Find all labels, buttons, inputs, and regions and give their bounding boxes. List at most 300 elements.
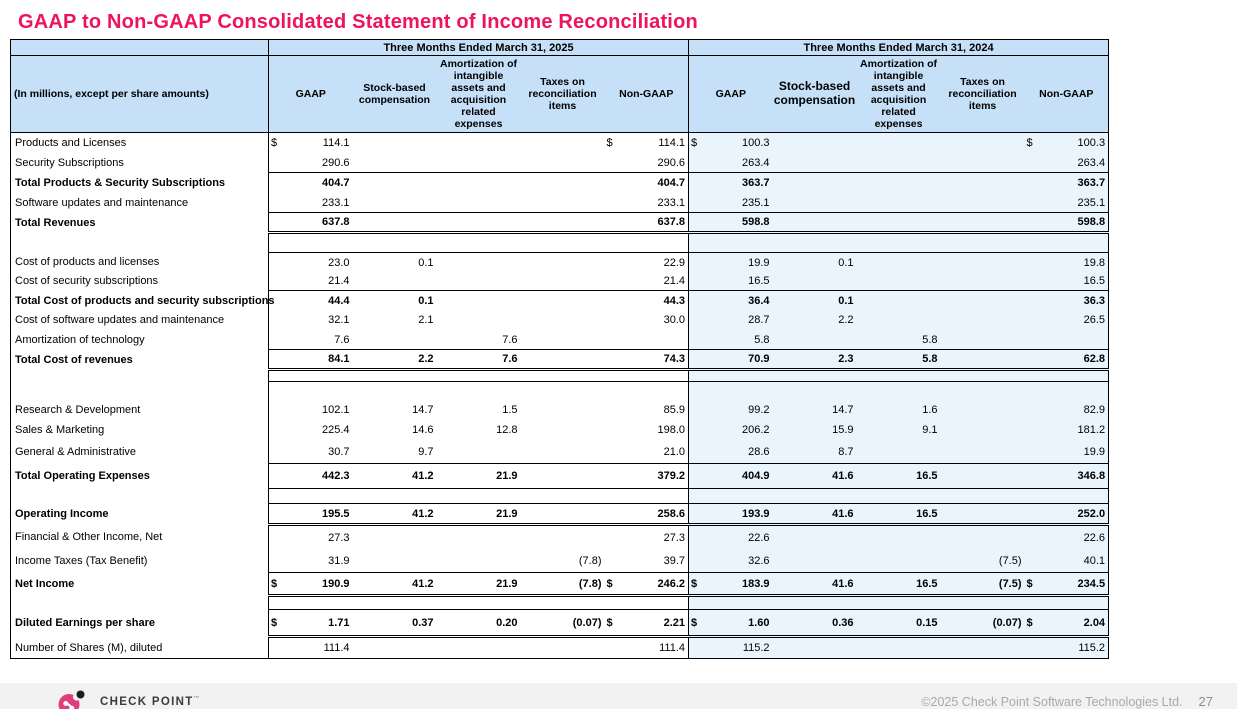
- table-row: [11, 253, 1109, 272]
- cell-value: 379.2: [657, 470, 686, 483]
- value-cell: [941, 370, 1025, 382]
- spacer-row: [11, 382, 1109, 400]
- cell-value: 23.0: [328, 256, 350, 269]
- value-cell: [941, 133, 1025, 153]
- page-number: 27: [1198, 694, 1213, 709]
- table-row: [11, 173, 1109, 193]
- value-cell: [269, 153, 353, 173]
- cell-value: 234.5: [1077, 577, 1106, 590]
- cell-value: 0.36: [832, 616, 854, 629]
- value-cell: [605, 596, 689, 610]
- value-cell: [437, 596, 521, 610]
- value-cell: [773, 420, 857, 440]
- row-label: Software updates and maintenance: [11, 193, 269, 213]
- value-cell: [773, 504, 857, 525]
- cell-value: 21.4: [663, 275, 686, 288]
- value-cell: [941, 489, 1025, 504]
- value-cell: [353, 637, 437, 659]
- cell-value: 41.2: [412, 577, 434, 590]
- value-cell: [521, 350, 605, 370]
- value-cell: [437, 573, 521, 596]
- value-cell: [605, 637, 689, 659]
- period-header-2025: Three Months Ended March 31, 2025: [269, 40, 689, 56]
- dollar-sign: $: [606, 577, 613, 590]
- cell-value: (7.8): [578, 554, 602, 567]
- value-cell: [605, 420, 689, 440]
- column-header-stock-based-compensation: Stock-based compensation: [773, 56, 857, 133]
- row-label: Financial & Other Income, Net: [11, 525, 269, 549]
- cell-value: 181.2: [1077, 423, 1106, 436]
- value-cell: [605, 504, 689, 525]
- value-cell: [269, 382, 353, 400]
- value-cell: [941, 330, 1025, 350]
- value-cell: [1025, 253, 1109, 272]
- cell-value: 99.2: [748, 403, 770, 416]
- value-cell: [773, 596, 857, 610]
- cell-value: 193.9: [742, 507, 770, 520]
- value-cell: [773, 370, 857, 382]
- value-cell: [773, 193, 857, 213]
- value-cell: [857, 504, 941, 525]
- row-label: Net Income: [11, 573, 269, 596]
- value-cell: [353, 489, 437, 504]
- value-cell: [269, 549, 353, 573]
- value-cell: [521, 596, 605, 610]
- cell-value: (0.07): [572, 616, 602, 629]
- value-cell: [941, 573, 1025, 596]
- value-cell: [605, 193, 689, 213]
- value-cell: [689, 489, 773, 504]
- value-cell: [941, 596, 1025, 610]
- cell-value: 74.3: [663, 353, 686, 366]
- value-cell: [353, 573, 437, 596]
- cell-value: 28.6: [748, 445, 770, 458]
- spacer-row: [11, 489, 1109, 504]
- dollar-sign: $: [1026, 137, 1033, 150]
- value-cell: [1025, 350, 1109, 370]
- cell-value: 0.20: [496, 616, 518, 629]
- value-cell: [857, 133, 941, 153]
- cell-value: 0.37: [412, 616, 434, 629]
- value-cell: [269, 350, 353, 370]
- value-cell: [773, 153, 857, 173]
- value-cell: [689, 420, 773, 440]
- value-cell: [1025, 573, 1109, 596]
- value-cell: [773, 253, 857, 272]
- cell-value: 7.6: [502, 353, 518, 366]
- cell-value: 2.2: [418, 353, 434, 366]
- value-cell: [857, 193, 941, 213]
- value-cell: [689, 272, 773, 291]
- cell-value: 235.1: [1077, 196, 1106, 209]
- corner-blank-cell: [11, 40, 269, 56]
- value-cell: [353, 370, 437, 382]
- value-cell: [605, 330, 689, 350]
- value-cell: [437, 311, 521, 330]
- value-cell: [269, 610, 353, 637]
- value-cell: [437, 173, 521, 193]
- table-row: [11, 610, 1109, 637]
- value-cell: [857, 596, 941, 610]
- value-cell: [941, 504, 1025, 525]
- value-cell: [605, 440, 689, 464]
- value-cell: [689, 370, 773, 382]
- value-cell: [437, 504, 521, 525]
- value-cell: [353, 464, 437, 489]
- table-row: [11, 272, 1109, 291]
- cell-value: 225.4: [321, 423, 350, 436]
- value-cell: [773, 330, 857, 350]
- value-cell: [269, 525, 353, 549]
- value-cell: [605, 549, 689, 573]
- value-cell: [689, 173, 773, 193]
- value-cell: [689, 291, 773, 311]
- value-cell: [269, 173, 353, 193]
- value-cell: [269, 272, 353, 291]
- value-cell: [605, 350, 689, 370]
- table-row: [11, 637, 1109, 659]
- cell-value: 39.7: [663, 554, 686, 567]
- cell-value: 114.1: [322, 137, 350, 150]
- value-cell: [857, 489, 941, 504]
- value-cell: [521, 549, 605, 573]
- cell-value: 7.6: [334, 333, 350, 346]
- value-cell: [521, 489, 605, 504]
- dollar-sign: $: [1026, 577, 1033, 590]
- cell-value: 346.8: [1077, 470, 1106, 483]
- cell-value: 2.04: [1083, 616, 1106, 629]
- value-cell: [521, 440, 605, 464]
- cell-value: 85.9: [663, 403, 686, 416]
- cell-value: 442.3: [321, 470, 350, 483]
- value-cell: [353, 400, 437, 420]
- value-cell: [941, 400, 1025, 420]
- value-cell: [773, 213, 857, 233]
- cell-value: 41.6: [832, 577, 854, 590]
- cell-value: (0.07): [992, 616, 1022, 629]
- value-cell: [1025, 549, 1109, 573]
- value-cell: [437, 253, 521, 272]
- value-cell: [521, 193, 605, 213]
- cell-value: 41.2: [412, 470, 434, 483]
- table-row: [11, 350, 1109, 370]
- value-cell: [269, 193, 353, 213]
- cell-value: 263.4: [742, 156, 770, 169]
- value-cell: [521, 272, 605, 291]
- cell-value: 14.6: [412, 423, 434, 436]
- cell-value: 233.1: [657, 196, 686, 209]
- table-row: [11, 213, 1109, 233]
- cell-value: 111.4: [323, 642, 350, 655]
- value-cell: [437, 525, 521, 549]
- value-cell: [689, 133, 773, 153]
- value-cell: [605, 233, 689, 253]
- value-cell: [353, 213, 437, 233]
- dollar-sign: $: [1026, 616, 1033, 629]
- value-cell: [689, 504, 773, 525]
- value-cell: [269, 504, 353, 525]
- row-label: [11, 489, 269, 504]
- row-label: Cost of security subscriptions: [11, 272, 269, 291]
- cell-value: 0.1: [838, 295, 854, 308]
- cell-value: 26.5: [1083, 314, 1106, 327]
- cell-value: 290.6: [657, 156, 686, 169]
- cell-value: 5.8: [922, 353, 938, 366]
- value-cell: [1025, 311, 1109, 330]
- value-cell: [269, 596, 353, 610]
- cell-value: 598.8: [742, 216, 770, 229]
- row-label: Cost of products and licenses: [11, 253, 269, 272]
- value-cell: [689, 525, 773, 549]
- table-row: [11, 440, 1109, 464]
- value-cell: [605, 291, 689, 311]
- value-cell: [353, 173, 437, 193]
- value-cell: [605, 525, 689, 549]
- value-cell: [941, 350, 1025, 370]
- value-cell: [521, 464, 605, 489]
- value-cell: [521, 382, 605, 400]
- cell-value: 252.0: [1077, 507, 1106, 520]
- value-cell: [269, 420, 353, 440]
- table-row: [11, 525, 1109, 549]
- period-header-row: [11, 40, 1109, 56]
- value-cell: [857, 637, 941, 659]
- value-cell: [773, 573, 857, 596]
- value-cell: [1025, 610, 1109, 637]
- value-cell: [857, 549, 941, 573]
- value-cell: [857, 610, 941, 637]
- value-cell: [773, 464, 857, 489]
- value-cell: [857, 213, 941, 233]
- cell-value: 22.6: [748, 531, 770, 544]
- value-cell: [269, 330, 353, 350]
- value-cell: [353, 350, 437, 370]
- row-label: [11, 370, 269, 382]
- cell-value: 404.9: [742, 470, 770, 483]
- dollar-sign: $: [691, 616, 698, 629]
- value-cell: [1025, 213, 1109, 233]
- cell-value: 198.0: [657, 423, 686, 436]
- value-cell: [773, 272, 857, 291]
- cell-value: 0.1: [418, 256, 434, 269]
- cell-value: 235.1: [742, 196, 770, 209]
- value-cell: [773, 610, 857, 637]
- cell-value: 70.9: [748, 353, 770, 366]
- value-cell: [689, 400, 773, 420]
- cell-value: 30.0: [663, 314, 686, 327]
- cell-value: 100.3: [742, 137, 770, 150]
- cell-value: (7.8): [578, 577, 602, 590]
- value-cell: [437, 382, 521, 400]
- cell-value: 9.7: [418, 445, 434, 458]
- value-cell: [1025, 233, 1109, 253]
- value-cell: [437, 400, 521, 420]
- cell-value: 100.3: [1077, 137, 1106, 150]
- value-cell: [773, 382, 857, 400]
- cell-value: 233.1: [321, 196, 350, 209]
- value-cell: [269, 489, 353, 504]
- value-cell: [521, 637, 605, 659]
- cell-value: 0.1: [838, 256, 854, 269]
- cell-value: 637.8: [657, 216, 686, 229]
- value-cell: [353, 525, 437, 549]
- value-cell: [605, 133, 689, 153]
- value-cell: [269, 291, 353, 311]
- column-header-stock-based-compensation: Stock-based compensation: [353, 56, 437, 133]
- cell-value: 246.2: [657, 577, 686, 590]
- cell-value: 16.5: [916, 577, 938, 590]
- value-cell: [605, 213, 689, 233]
- value-cell: [1025, 440, 1109, 464]
- value-cell: [689, 464, 773, 489]
- value-cell: [941, 549, 1025, 573]
- value-cell: [857, 173, 941, 193]
- value-cell: [689, 330, 773, 350]
- row-label: Total Products & Security Subscriptions: [11, 173, 269, 193]
- value-cell: [437, 637, 521, 659]
- value-cell: [353, 440, 437, 464]
- value-cell: [521, 420, 605, 440]
- cell-value: 102.1: [321, 403, 350, 416]
- cell-value: 363.7: [742, 177, 770, 190]
- period-header-2024: Three Months Ended March 31, 2024: [689, 40, 1109, 56]
- cell-value: 9.1: [922, 423, 938, 436]
- value-cell: [605, 311, 689, 330]
- value-cell: [521, 504, 605, 525]
- row-label: [11, 382, 269, 400]
- value-cell: [353, 382, 437, 400]
- logo-wordmark: CHECK POINT™: [100, 695, 201, 708]
- corner-units-label: (In millions, except per share amounts): [11, 56, 269, 133]
- value-cell: [941, 420, 1025, 440]
- value-cell: [437, 440, 521, 464]
- spacer-row: [11, 596, 1109, 610]
- cell-value: 21.4: [328, 275, 350, 288]
- value-cell: [269, 133, 353, 153]
- value-cell: [773, 440, 857, 464]
- value-cell: [353, 253, 437, 272]
- cell-value: 404.7: [657, 177, 686, 190]
- table-row: [11, 464, 1109, 489]
- value-cell: [941, 233, 1025, 253]
- value-cell: [773, 400, 857, 420]
- value-cell: [1025, 382, 1109, 400]
- value-cell: [857, 350, 941, 370]
- row-label: Products and Licenses: [11, 133, 269, 153]
- page-title: GAAP to Non-GAAP Consolidated Statement of Income Reconciliation: [18, 11, 698, 33]
- value-cell: [437, 272, 521, 291]
- cell-value: 114.1: [658, 137, 686, 150]
- value-cell: [857, 464, 941, 489]
- cell-value: 31.9: [328, 554, 350, 567]
- dollar-sign: $: [691, 137, 698, 150]
- value-cell: [353, 233, 437, 253]
- value-cell: [1025, 637, 1109, 659]
- value-cell: [941, 525, 1025, 549]
- value-cell: [269, 573, 353, 596]
- cell-value: 1.71: [328, 616, 350, 629]
- row-label: Research & Development: [11, 400, 269, 420]
- cell-value: 27.3: [663, 531, 686, 544]
- cell-value: 183.9: [742, 577, 770, 590]
- cell-value: 16.5: [916, 507, 938, 520]
- cell-value: 84.1: [328, 353, 350, 366]
- value-cell: [689, 573, 773, 596]
- cell-value: 5.8: [754, 333, 770, 346]
- row-label: General & Administrative: [11, 440, 269, 464]
- value-cell: [605, 573, 689, 596]
- value-cell: [689, 382, 773, 400]
- cell-value: 115.2: [1078, 642, 1106, 655]
- cell-value: 62.8: [1083, 353, 1106, 366]
- copyright-text: ©2025 Check Point Software Technologies Ltd.: [921, 694, 1183, 709]
- cell-value: 598.8: [1077, 216, 1106, 229]
- row-label: Income Taxes (Tax Benefit): [11, 549, 269, 573]
- value-cell: [1025, 370, 1109, 382]
- value-cell: [521, 400, 605, 420]
- cell-value: 12.8: [496, 423, 518, 436]
- value-cell: [605, 382, 689, 400]
- cell-value: 190.9: [321, 577, 350, 590]
- value-cell: [857, 370, 941, 382]
- row-label: Security Subscriptions: [11, 153, 269, 173]
- value-cell: [521, 610, 605, 637]
- row-label: Sales & Marketing: [11, 420, 269, 440]
- value-cell: [521, 291, 605, 311]
- cell-value: 15.9: [832, 423, 854, 436]
- reconciliation-table: [10, 39, 1109, 659]
- trademark-symbol: ™: [193, 695, 201, 702]
- row-label: Total Revenues: [11, 213, 269, 233]
- cell-value: 41.6: [832, 507, 854, 520]
- value-cell: [689, 596, 773, 610]
- value-cell: [605, 400, 689, 420]
- value-cell: [605, 370, 689, 382]
- value-cell: [353, 153, 437, 173]
- value-cell: [689, 233, 773, 253]
- column-header-amortization-of-intangible-assets-and-acquisition-related-expenses: Amortization of intangible assets and acquisition related expenses: [857, 56, 941, 133]
- value-cell: [437, 133, 521, 153]
- value-cell: [437, 610, 521, 637]
- value-cell: [1025, 291, 1109, 311]
- column-header-non-gaap: Non-GAAP: [605, 56, 689, 133]
- value-cell: [269, 400, 353, 420]
- cell-value: 19.9: [1083, 445, 1106, 458]
- row-label: Total Operating Expenses: [11, 464, 269, 489]
- value-cell: [1025, 133, 1109, 153]
- value-cell: [857, 330, 941, 350]
- value-cell: [605, 153, 689, 173]
- value-cell: [1025, 596, 1109, 610]
- value-cell: [941, 464, 1025, 489]
- value-cell: [353, 549, 437, 573]
- value-cell: [521, 153, 605, 173]
- value-cell: [1025, 525, 1109, 549]
- cell-value: 16.5: [916, 470, 938, 483]
- cell-value: 637.8: [321, 216, 350, 229]
- row-label: Number of Shares (M), diluted: [11, 637, 269, 659]
- cell-value: 1.6: [922, 403, 938, 416]
- value-cell: [773, 525, 857, 549]
- dollar-sign: $: [606, 616, 613, 629]
- value-cell: [1025, 400, 1109, 420]
- row-label: Amortization of technology: [11, 330, 269, 350]
- value-cell: [857, 573, 941, 596]
- row-label: Diluted Earnings per share: [11, 610, 269, 637]
- value-cell: [353, 610, 437, 637]
- value-cell: [857, 400, 941, 420]
- value-cell: [773, 291, 857, 311]
